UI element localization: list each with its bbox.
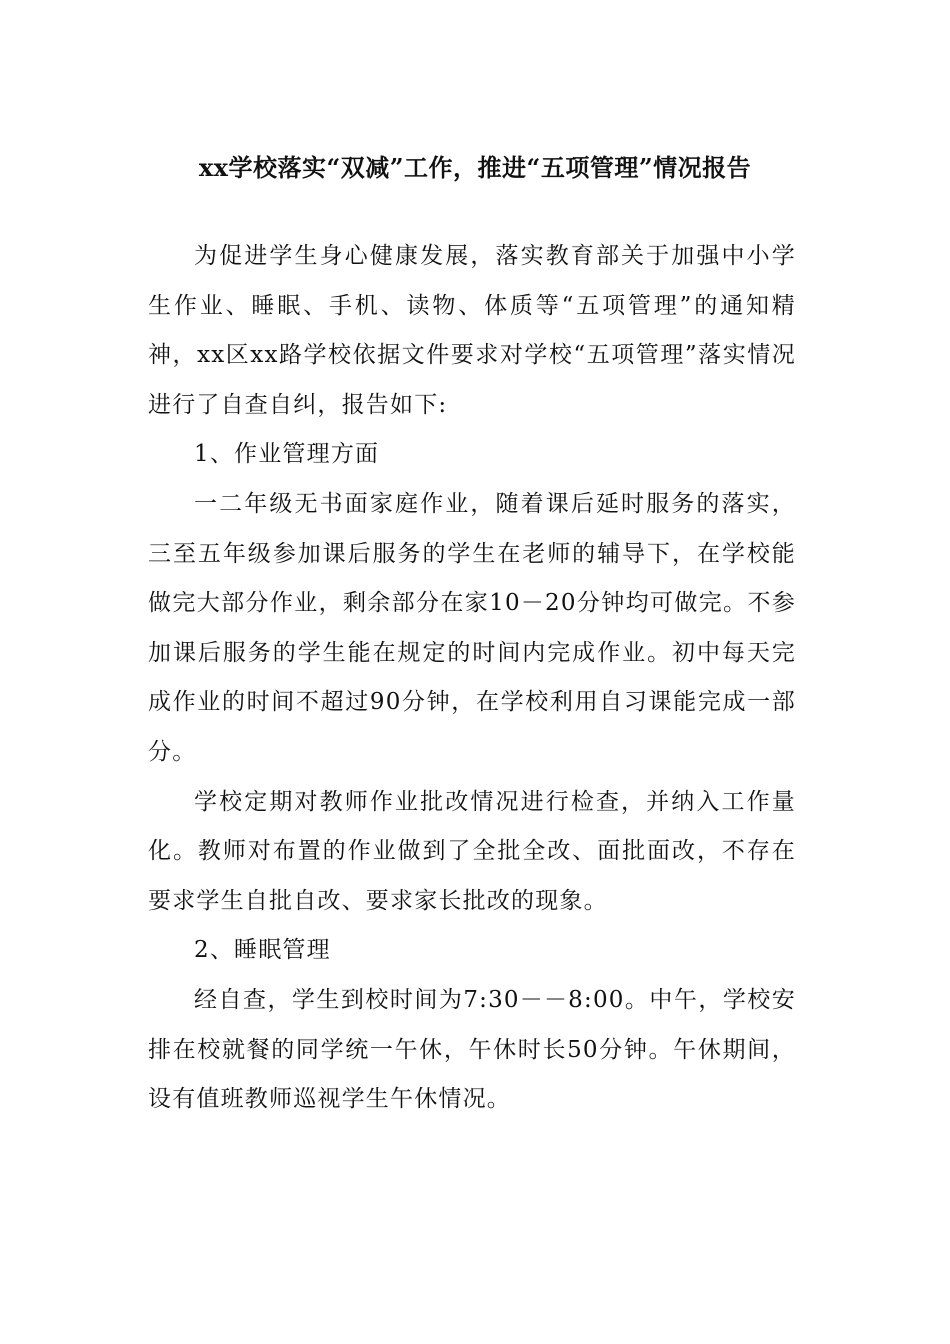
paragraph-intro: 为促进学生身心健康发展，落实教育部关于加强中小学生作业、睡眠、手机、读物、体质等“五项管理”的通知精神，xx区xx路学校依据文件要求对学校“五项管理”落实情况进行了自查自纠，报告如下: <box>148 243 796 418</box>
paragraph-homework-checking: 学校定期对教师作业批改情况进行检查，并纳入工作量化。教师对布置的作业做到了全批全改、面批面改，不存在要求学生自批自改、要求家长批改的现象。 <box>148 788 796 914</box>
document-body <box>148 232 796 1125</box>
section-heading-sleep: 2、睡眠管理 <box>194 937 331 964</box>
section-heading-homework: 1、作业管理方面 <box>194 441 380 468</box>
paragraph-sleep: 经自查，学生到校时间为7:30－－8:00。中午，学校安排在校就餐的同学统一午休，午休时长50分钟。午休期间，设有值班教师巡视学生午休情况。 <box>148 986 796 1113</box>
paragraph-homework-time: 一二年级无书面家庭作业，随着课后延时服务的落实，三至五年级参加课后服务的学生在老师的辅导下，在学校能做完大部分作业，剩余部分在家10－20分钟均可做完。不参加课后服务的学生能在规定的时间内完成作业。初中每天完成作业的时间不超过90分钟，在学校利用自习课能完成一部分。 <box>148 490 796 765</box>
document-title: xx学校落实“双减”工作，推进“五项管理”情况报告 <box>198 153 752 182</box>
